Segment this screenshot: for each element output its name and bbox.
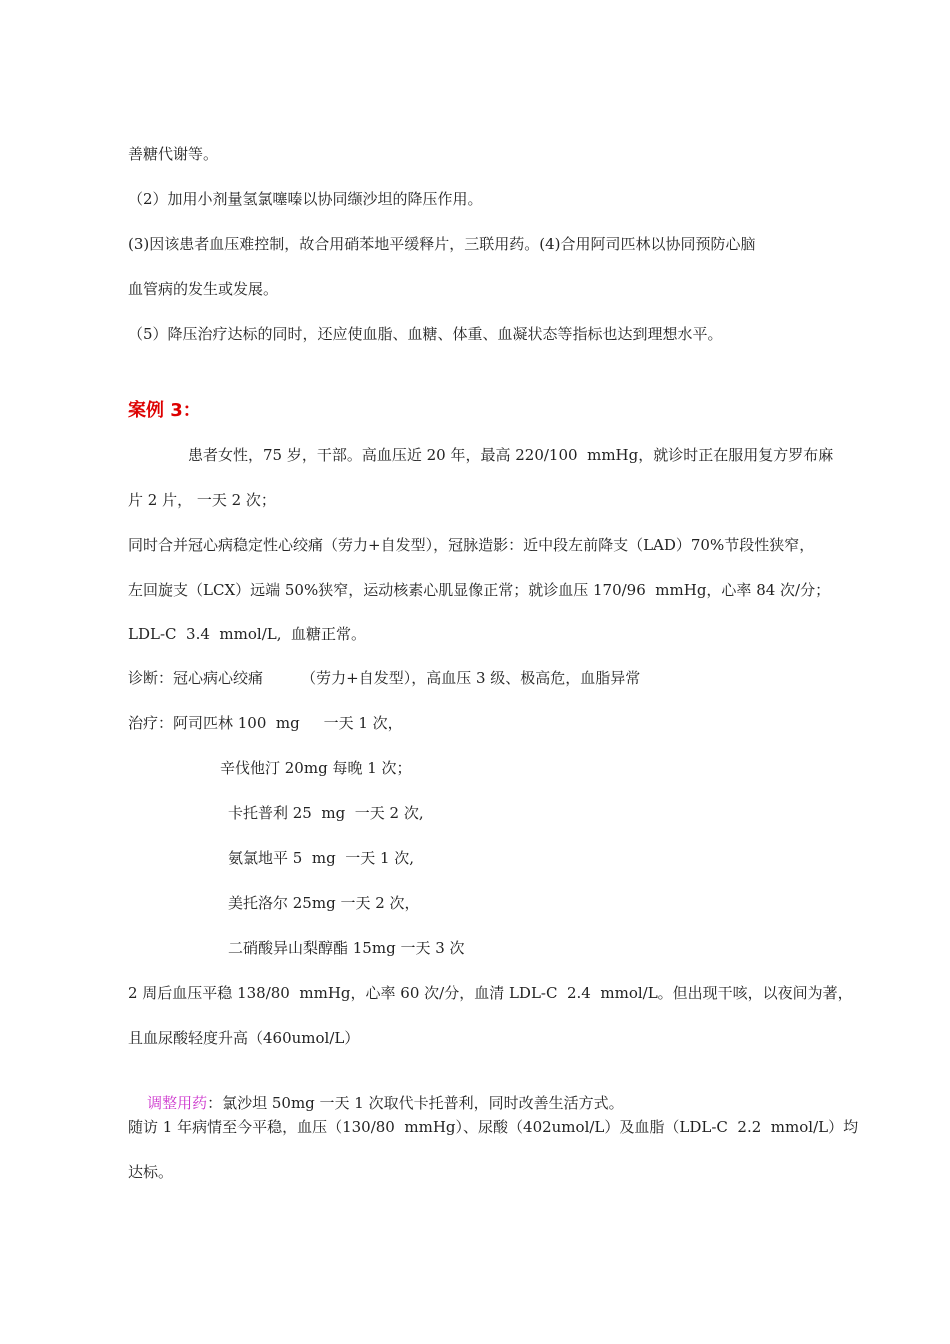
case-line: 同时合并冠心病稳定性心绞痛（劳力+自发型），冠脉造影：近中段左前降支（LAD）70%节段性狭窄，: [128, 536, 815, 554]
paragraph-line: （2）加用小剂量氢氯噻嗪以协同缬沙坦的降压作用。: [128, 190, 483, 208]
paragraph-line: (3)因该患者血压难控制，故合用硝苯地平缓释片，三联用药。(4)合用阿司匹林以协同预防心脑: [128, 235, 756, 253]
case-heading: 案例 3：: [128, 400, 201, 421]
treatment-line: 氨氯地平 5 mg 一天 1 次,: [228, 849, 415, 867]
diagnosis-line: 诊断：冠心病心绞痛 （劳力+自发型），高血压 3 级、极高危，血脂异常: [128, 669, 641, 687]
followup-line: 达标。: [128, 1163, 174, 1181]
treatment-line: 辛伐他汀 20mg 每晚 1 次；: [220, 759, 412, 777]
paragraph-line: 善糖代谢等。: [128, 145, 219, 163]
case-line: 左回旋支（LCX）远端 50%狭窄，运动核素心肌显像正常；就诊血压 170/96 mmHg，心率 84 次/分；: [128, 581, 831, 599]
case-line: 片 2 片， 一天 2 次；: [128, 491, 276, 509]
followup-line: 随访 1 年病情至今平稳，血压（130/80 mmHg）、尿酸（402umol/L）及血脂（LDL-C 2.2 mmol/L）均: [128, 1118, 859, 1136]
treatment-line: 二硝酸异山梨醇酯 15mg 一天 3 次: [228, 939, 465, 957]
adjustment-text: ：氯沙坦 50mg 一天 1 次取代卡托普利，同时改善生活方式。: [207, 1094, 624, 1112]
case-line: 患者女性，75 岁，干部。高血压近 20 年，最高 220/100 mmHg，就诊时正在服用复方罗布麻: [188, 446, 834, 464]
adjustment-label: 调整用药: [147, 1094, 208, 1112]
treatment-line: 卡托普利 25 mg 一天 2 次,: [228, 804, 424, 822]
treatment-line: 美托洛尔 25mg 一天 2 次，: [228, 894, 420, 912]
case-line: 且血尿酸轻度升高（460umol/L）: [128, 1029, 360, 1047]
paragraph-line: 血管病的发生或发展。: [128, 280, 279, 298]
treatment-line: 治疗：阿司匹林 100 mg 一天 1 次，: [128, 714, 403, 732]
case-line: LDL-C 3.4 mmol/L, 血糖正常。: [128, 625, 367, 643]
paragraph-line: （5）降压治疗达标的同时，还应使血脂、血糖、体重、血凝状态等指标也达到理想水平。: [128, 325, 723, 343]
case-line: 2 周后血压平稳 138/80 mmHg，心率 60 次/分，血清 LDL-C 2.4 mmol/L。但出现干咳，以夜间为著，: [128, 984, 853, 1002]
